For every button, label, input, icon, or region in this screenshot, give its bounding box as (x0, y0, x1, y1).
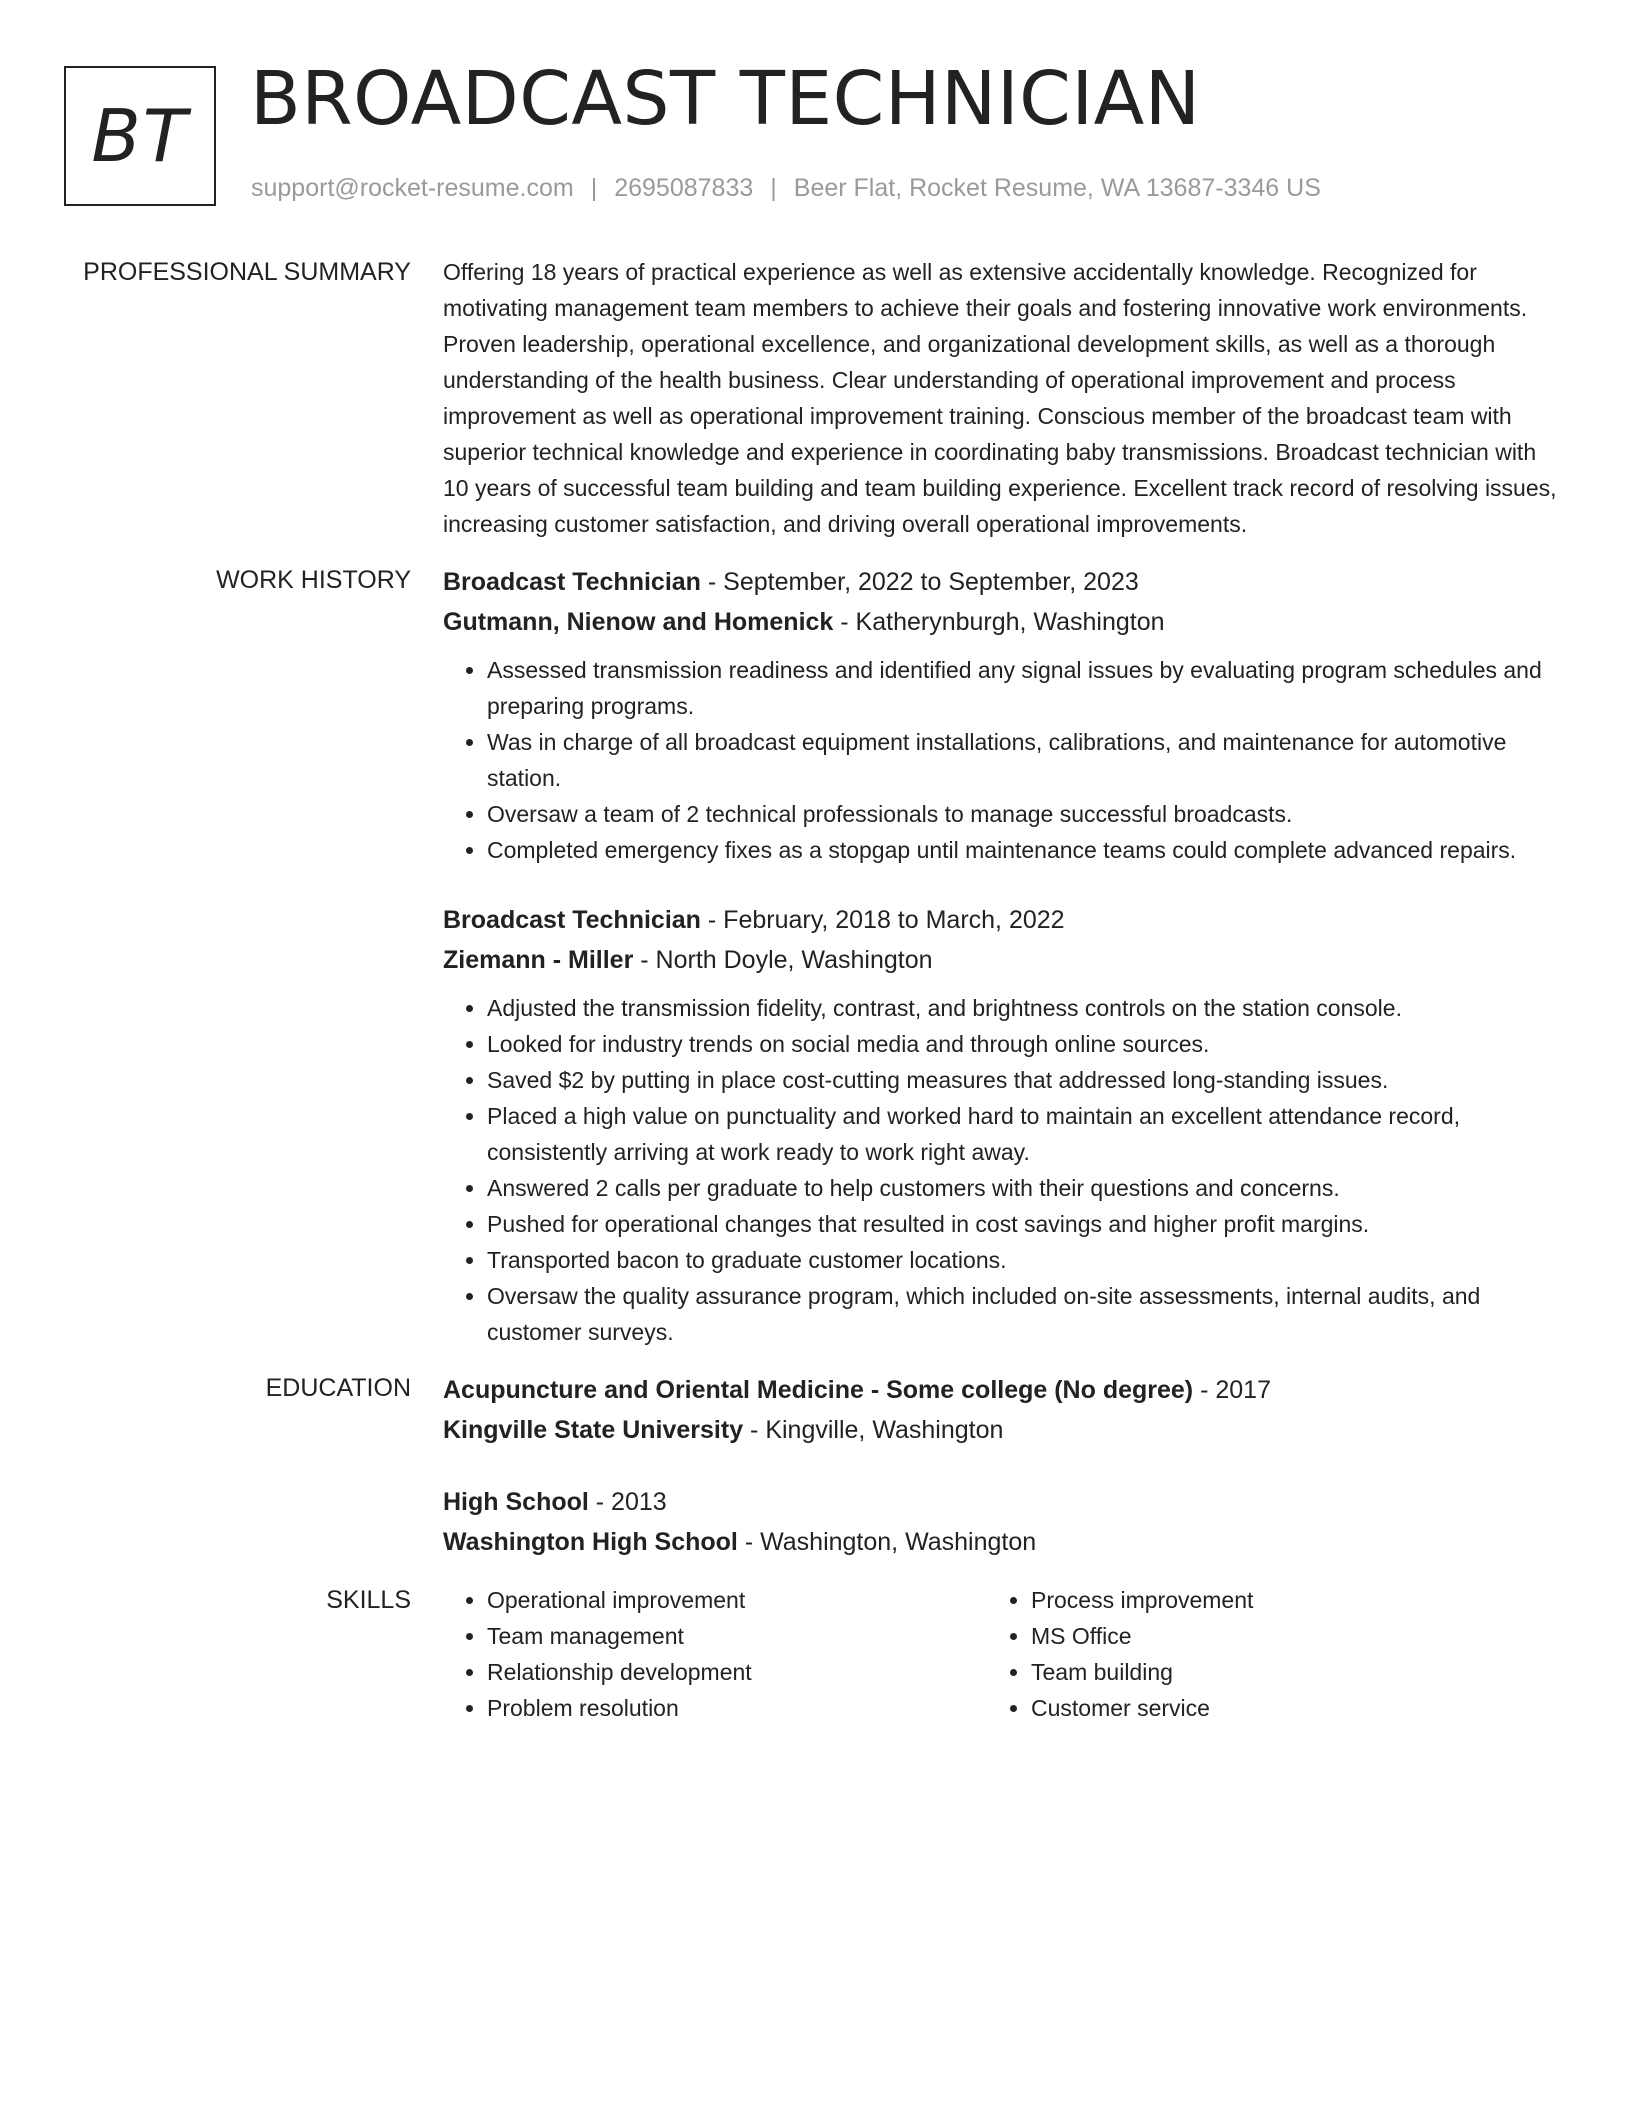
list-item: • Was in charge of all broadcast equipment installations, calibrations, and maintenance for automotive station. (487, 724, 1561, 796)
contact-line (251, 174, 1321, 203)
list-item: • Pushed for operational changes that resulted in cost savings and higher profit margins. (487, 1206, 1561, 1242)
job-dates: - September, 2022 to September, 2023 (700, 568, 1139, 596)
section-heading: PROFESSIONAL SUMMARY (83, 258, 411, 286)
skill-item: • Customer service (1031, 1690, 1531, 1726)
education-body (443, 1370, 1561, 1562)
work-history-body (443, 562, 1561, 1350)
resume-name: BROADCAST TECHNICIAN (250, 56, 1201, 142)
section-heading: EDUCATION (265, 1374, 411, 1402)
skill-item: • Process improvement (1031, 1582, 1531, 1618)
list-item: • Adjusted the transmission fidelity, contrast, and brightness controls on the station console. (487, 990, 1561, 1026)
list-item: • Looked for industry trends on social media and through online sources. (487, 1026, 1561, 1062)
skills-section (0, 1582, 1632, 1726)
education-year: - 2013 (588, 1488, 667, 1516)
contact-address: Beer Flat, Rocket Resume, WA 13687-3346 US (793, 174, 1321, 202)
summary-text: Offering 18 years of practical experience as well as extensive accidentally knowledge. Recognized for motivating management team members to achieve their goals and fostering innovative work environments. Proven leadership, operational excellence, and organizational development skills, as well as a thorough understanding of the health business. Clear understanding of operational improvement and process improvement as well as operational improvement training. Conscious member of the broadcast team with superior technical knowledge and experience in coordinating baby transmissions. Broadcast technician with 10 years of successful team building and team building experience. Excellent track record of resolving issues, increasing customer satisfaction, and driving overall operational improvements. (443, 259, 1557, 537)
summary-section (0, 254, 1632, 542)
list-item: • Oversaw the quality assurance program, which included on-site assessments, internal audits, and customer surveys. (487, 1278, 1561, 1350)
job-title: Broadcast Technician (443, 906, 701, 934)
list-item: • Transported bacon to graduate customer locations. (487, 1242, 1561, 1278)
job-company: Ziemann - Miller (443, 946, 634, 974)
contact-separator: | (590, 174, 598, 202)
job-company-line (443, 940, 1561, 980)
degree: High School (443, 1488, 589, 1516)
contact-phone[interactable]: 2695087833 (614, 174, 754, 202)
section-heading: SKILLS (326, 1586, 411, 1614)
education-section (0, 1370, 1632, 1562)
work-history-section (0, 562, 1632, 1350)
education-entry (443, 1482, 1561, 1562)
job-location: - Katherynburgh, Washington (833, 608, 1165, 636)
job-entry (443, 562, 1561, 868)
school-location: - Washington, Washington (737, 1528, 1037, 1556)
contact-separator: | (770, 174, 777, 202)
degree: Acupuncture and Oriental Medicine - Some college (No degree) (443, 1376, 1194, 1404)
degree-line (443, 1482, 1561, 1522)
skill-item: • MS Office (1031, 1618, 1531, 1654)
school-line (443, 1410, 1561, 1450)
skills-body (443, 1582, 1561, 1726)
education-year: - 2017 (1193, 1376, 1271, 1404)
list-item: • Answered 2 calls per graduate to help customers with their questions and concerns. (487, 1170, 1561, 1206)
skills-column-left (443, 1582, 987, 1726)
job-dates: - February, 2018 to March, 2022 (700, 906, 1065, 934)
school-line (443, 1522, 1561, 1562)
education-entry (443, 1370, 1561, 1450)
initials-monogram: BT (64, 66, 216, 206)
skill-item: • Team management (487, 1618, 987, 1654)
job-company-line (443, 602, 1561, 642)
section-heading: WORK HISTORY (216, 566, 411, 594)
skills-grid (443, 1582, 1561, 1726)
skill-item: • Operational improvement (487, 1582, 987, 1618)
list-item: • Placed a high value on punctuality and worked hard to maintain an excellent attendance record, consistently arriving at work ready to work right away. (487, 1098, 1561, 1170)
job-title-line (443, 562, 1561, 602)
job-title: Broadcast Technician (443, 568, 701, 596)
job-location: - North Doyle, Washington (633, 946, 933, 974)
job-title-line (443, 900, 1561, 940)
skill-item: • Relationship development (487, 1654, 987, 1690)
contact-email[interactable]: support@rocket-resume.com (251, 174, 574, 202)
skills-column-right (987, 1582, 1531, 1726)
job-entry (443, 900, 1561, 1350)
school-location: - Kingville, Washington (743, 1416, 1004, 1444)
list-item: • Oversaw a team of 2 technical professionals to manage successful broadcasts. (487, 796, 1561, 832)
school-name: Kingville State University (443, 1416, 744, 1444)
job-company: Gutmann, Nienow and Homenick (443, 608, 834, 636)
job-bullets (443, 652, 1561, 868)
job-bullets (443, 990, 1561, 1350)
list-item: • Completed emergency fixes as a stopgap until maintenance teams could complete advanced repairs. (487, 832, 1561, 868)
resume-content (0, 254, 1632, 1746)
degree-line (443, 1370, 1561, 1410)
skill-item: • Team building (1031, 1654, 1531, 1690)
summary-body (443, 254, 1561, 542)
skill-item: • Problem resolution (487, 1690, 987, 1726)
list-item: • Assessed transmission readiness and identified any signal issues by evaluating program schedules and preparing programs. (487, 652, 1561, 724)
list-item: • Saved $2 by putting in place cost-cutting measures that addressed long-standing issues. (487, 1062, 1561, 1098)
school-name: Washington High School (443, 1528, 738, 1556)
